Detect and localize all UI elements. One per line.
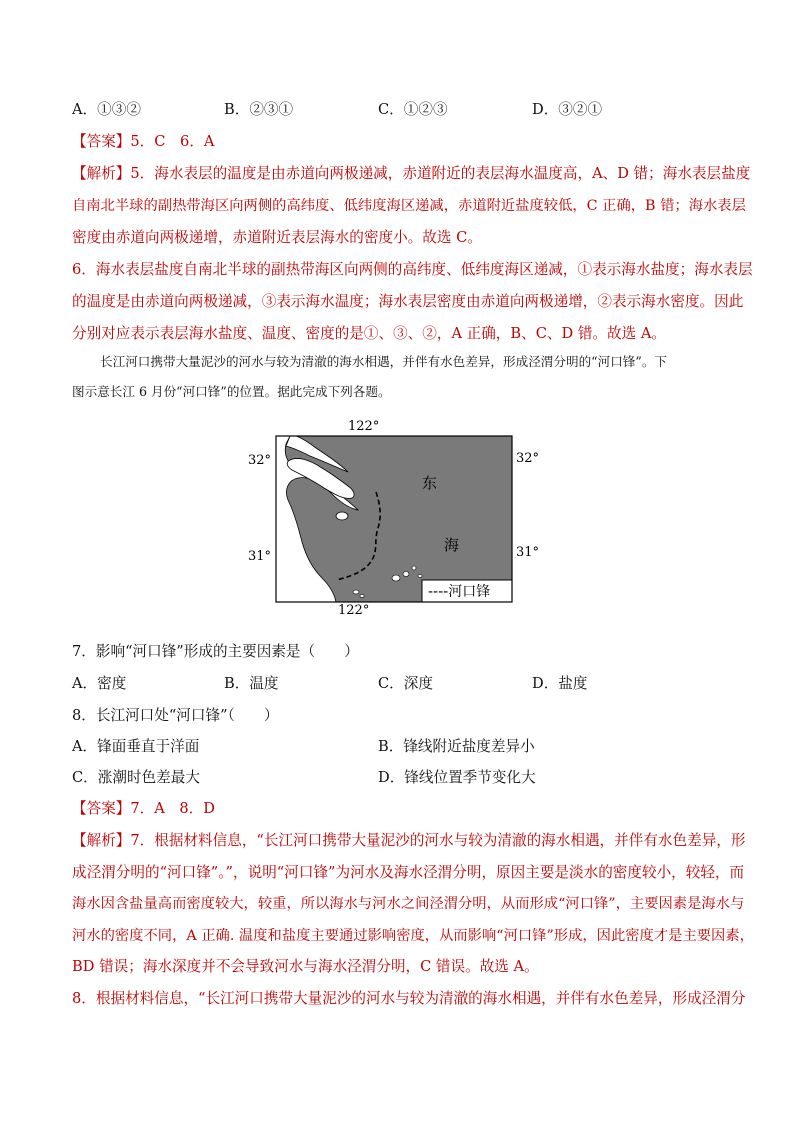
q6-option-a: A．①③② xyxy=(72,101,141,118)
map-lon-top: 122° xyxy=(348,419,380,434)
map-island-4 xyxy=(412,566,416,570)
analysis-text-2: 7．根据材料信息，“长江河口携带大量泥沙的河水与较为清澈的海水相遇，并伴有水色差异，形 xyxy=(130,832,746,849)
analysis-5-line-1 xyxy=(72,164,750,184)
map-lat-32-left: 32° xyxy=(248,453,272,468)
q7-stem: 7．影响“河口锋”形成的主要因素是（ ） xyxy=(72,643,359,660)
analysis-7-line-1 xyxy=(72,831,745,851)
map-lat-31-left: 31° xyxy=(248,549,272,564)
analysis-5-line-3: 密度由赤道向两极递增，赤道附近表层海水的密度小。故选 C。 xyxy=(72,229,482,246)
q6-option-c: C．①②③ xyxy=(378,101,448,118)
analysis-tag-2: 【解析】 xyxy=(72,832,131,849)
map-sea-label-dong: 东 xyxy=(422,474,438,492)
material-line-2: 图示意长江 6 月份“河口锋”的位置。据此完成下列各题。 xyxy=(72,384,391,399)
analysis-7-line-4: 河水的密度不同，A 正确. 温度和盐度主要通过影响密度，从而影响“河口锋”形成，因此密度才是主要因素， xyxy=(72,928,754,944)
q7-option-b: B．温度 xyxy=(224,675,279,692)
answer-tag-2: 【答案】 xyxy=(72,800,131,817)
analysis-7-line-3: 海水因含盐量高而密度较大，较重，所以海水与河水之间泾渭分明，从而形成“河口锋”，主要因素是海水与 xyxy=(72,896,745,912)
answer-text: 5．C 6．A xyxy=(130,133,215,150)
map-svg xyxy=(236,416,556,616)
answer-text-2: 7．A 8．D xyxy=(130,800,215,817)
q7-option-c: C．深度 xyxy=(378,675,433,692)
q6-option-d: D．③②① xyxy=(532,101,603,118)
answer-7-8 xyxy=(72,799,215,819)
map-lat-31-right: 31° xyxy=(516,545,540,560)
q8-option-c: C．涨潮时色差最大 xyxy=(72,769,200,786)
analysis-6-line-3: 分别对应表示表层海水盐度、温度、密度的是①、③、②，A 正确，B、C、D 错。故选 A。 xyxy=(72,325,666,342)
q8-stem: 8．长江河口处“河口锋”（ ） xyxy=(72,707,279,724)
analysis-tag: 【解析】 xyxy=(72,165,131,182)
map-lon-bottom: 122° xyxy=(338,603,370,616)
map-island-6 xyxy=(353,590,359,594)
map-island-5 xyxy=(418,575,422,578)
analysis-7-line-2: 成泾渭分明的“河口锋”。”，说明“河口锋”为河水及海水泾渭分明，原因主要是淡水的密度较小，较轻，而 xyxy=(72,864,745,881)
map-island-2 xyxy=(392,575,400,581)
analysis-8-line-1: 8．根据材料信息，“长江河口携带大量泥沙的河水与较为清澈的海水相遇，并伴有水色差异，形成泾渭分 xyxy=(72,990,746,1007)
answer-tag: 【答案】 xyxy=(72,133,131,150)
map-sea-label-hai: 海 xyxy=(444,536,460,554)
analysis-7-line-5: BD 错误；海水深度并不会导致河水与海水泾渭分明，C 错误。故选 A。 xyxy=(72,958,539,975)
map-legend-label: ----河口锋 xyxy=(428,584,491,600)
yangtze-estuary-map xyxy=(236,416,556,616)
q7-option-a: A．密度 xyxy=(72,675,127,692)
map-island-3 xyxy=(403,572,409,577)
q8-option-a: A．锋面垂直于洋面 xyxy=(72,738,200,755)
q7-option-d: D．盐度 xyxy=(532,675,588,692)
map-island-7 xyxy=(360,595,364,598)
map-island-1 xyxy=(336,512,348,520)
analysis-5-line-2: 自南北半球的副热带海区向两侧的高纬度、低纬度海区递减，赤道附近盐度较低，C 正确，B 错；海水表层 xyxy=(72,198,746,214)
q8-option-d: D．锋线位置季节变化大 xyxy=(378,769,536,786)
q6-option-b: B．②③① xyxy=(224,101,294,118)
analysis-6-line-1: 6．海水表层盐度自南北半球的副热带海区向两侧的高纬度、低纬度海区递减，①表示海水盐度；海水表层 xyxy=(72,261,753,278)
map-lat-32-right: 32° xyxy=(516,451,540,466)
answer-5-6 xyxy=(72,132,214,152)
analysis-text: 5．海水表层的温度是由赤道向两极递减，赤道附近的表层海水温度高，A、D 错；海水表层盐度 xyxy=(130,165,751,182)
q8-option-b: B．锋线附近盐度差异小 xyxy=(378,738,535,755)
analysis-6-line-2: 的温度是由赤道向两极递减，③表示海水温度；海水表层密度由赤道向两极递增，②表示海水密度。因此 xyxy=(72,293,744,310)
material-line-1: 长江河口携带大量泥沙的河水与较为清澈的海水相遇，并伴有水色差异，形成泾渭分明的“河口锋”。下 xyxy=(100,354,668,369)
